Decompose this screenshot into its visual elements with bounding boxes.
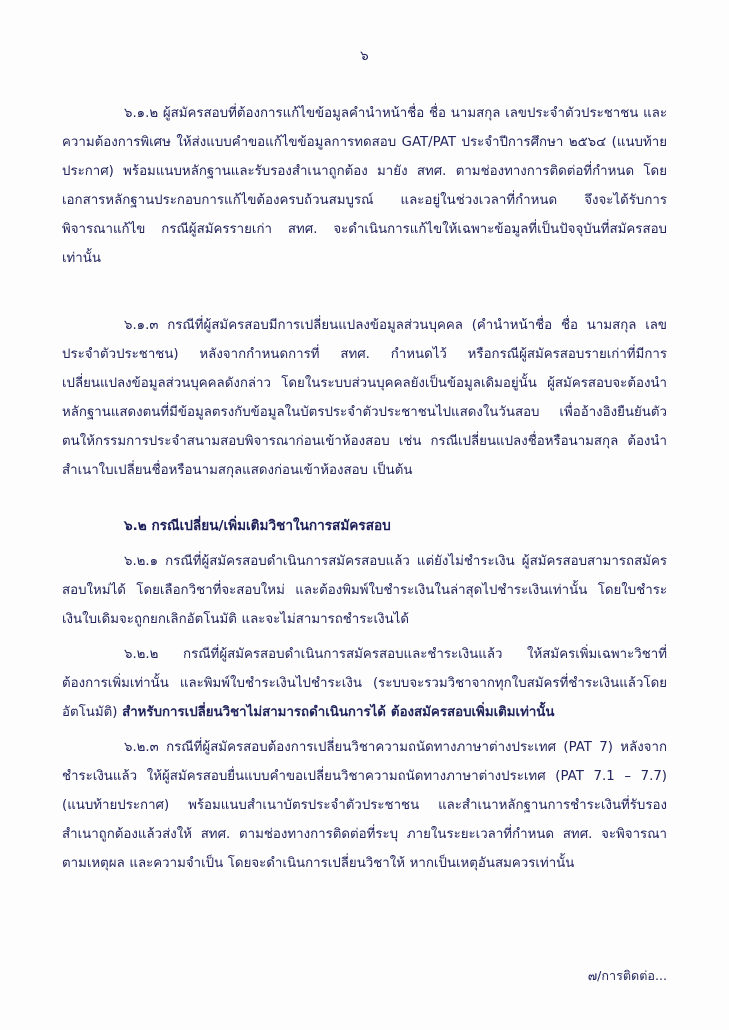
paragraph-6-1-3: ๖.๑.๓ กรณีที่ผู้สมัครสอบมีการเปลี่ยนแปลงข้อมูลส่วนบุคคล (คำนำหน้าชื่อ ชื่อ นามสกุล เลขประจำตัวประชาชน) หลังจากกำหนดการที่ สทศ. กำหนดไว้ หรือกรณีผู้สมัครสอบรายเก่าที่มีการเปลี่ยนแปลงข้อมูลส่วนบุคคลดังกล่าว โดยในระบบส่วนบุคคลยังเป็นข้อมูลเดิมอยู่นั้น ผู้สมัครสอบจะต้องนำหลักฐานแสดงตนที่มีข้อมูลตรงกับข้อมูลในบัตรประจำตัวประชาชนไปแสดงในวันสอบ เพื่ออ้างอิงยืนยันตัวตนให้กรรมการประจำสนามสอบพิจารณาก่อนเข้าห้องสอบ เช่น กรณีเปลี่ยนแปลงชื่อหรือนามสกุล ต้องนำสำเนาใบเปลี่ยนชื่อหรือนามสกุลแสดงก่อนเข้าห้องสอบ เป็นต้น (62, 317, 667, 478)
section-heading-6-2: ๖.๒ กรณีเปลี่ยน/เพิ่มเติมวิชาในการสมัครสอบ (124, 517, 391, 534)
paragraph-6-2-2 (62, 641, 667, 728)
paragraph-spacer (62, 280, 667, 290)
paragraph-6-1-2: ๖.๑.๒ ผู้สมัครสอบที่ต้องการแก้ไขข้อมูลคำนำหน้าชื่อ ชื่อ นามสกุล เลขประจำตัวประชาชน และความต้องการพิเศษ ให้ส่งแบบคำขอแก้ไขข้อมูลการทดสอบ GAT/PAT ประจำปีการศึกษา ๒๕๖๔ (แนบท้ายประกาศ) พร้อมแนบหลักฐานและรับรองสำเนาถูกต้อง มายัง สทศ. ตามช่องทางการติดต่อที่กำหนด โดยเอกสารหลักฐานประกอบการแก้ไขต้องครบถ้วนสมบูรณ์ และอยู่ในช่วงเวลาที่กำหนด จึงจะได้รับการพิจารณาแก้ไข กรณีผู้สมัครรายเก่า สทศ. จะดำเนินการแก้ไขให้เฉพาะข้อมูลที่เป็นปัจจุบันที่สมัครสอบเท่านั้น (62, 106, 667, 266)
paragraph-6-2-1: ๖.๒.๑ กรณีที่ผู้สมัครสอบดำเนินการสมัครสอบแล้ว แต่ยังไม่ชำระเงิน ผู้สมัครสอบสามารถสมัครสอบใหม่ได้ โดยเลือกวิชาที่จะสอบใหม่ และต้องพิมพ์ใบชำระเงินในล่าสุดไปชำระเงินเท่านั้น โดยใบชำระเงินใบเดิมจะถูกยกเลิกอัตโนมัติ และจะไม่สามารถชำระเงินได้ (62, 554, 667, 628)
page-number: ๖ (360, 48, 369, 64)
paragraph-6-2-2-emphasis: สำหรับการเปลี่ยนวิชาไม่สามารถดำเนินการได้ ต้องสมัครสอบเพิ่มเติมเท่านั้น (122, 705, 555, 721)
footer-continuation-note: ๗/การติดต่อ... (587, 968, 667, 983)
paragraph-6-2-2-text: ๖.๒.๒ กรณีที่ผู้สมัครสอบดำเนินการสมัครสอบและชำระเงินแล้ว ให้สมัครเพิ่มเฉพาะวิชาที่ต้องการเพิ่มเท่านั้น และพิมพ์ใบชำระเงินไปชำระเงิน (ระบบจะรวมวิชาจากทุกใบสมัครที่ชำระเงินแล้วโดยอัตโนมัติ) (62, 647, 667, 721)
paragraph-6-2-3: ๖.๒.๓ กรณีที่ผู้สมัครสอบต้องการเปลี่ยนวิชาความถนัดทางภาษาต่างประเทศ (PAT 7) หลังจากชำระเงินแล้ว ให้ผู้สมัครสอบยื่นแบบคำขอเปลี่ยนวิชาความถนัดทางภาษาต่างประเทศ (PAT 7.1 – 7.7) (แนบท้ายประกาศ) พร้อมแนบสำเนาบัตรประจำตัวประชาชน และสำเนาหลักฐานการชำระเงินที่รับรองสำเนาถูกต้องแล้วส่งให้ สทศ. ตามช่องทางการติดต่อที่ระบุ ภายในระยะเวลาที่กำหนด สทศ. จะพิจารณาตามเหตุผล และความจำเป็น โดยจะดำเนินการเปลี่ยนวิชาให้ หากเป็นเหตุอันสมควรเท่านั้น (62, 740, 667, 872)
